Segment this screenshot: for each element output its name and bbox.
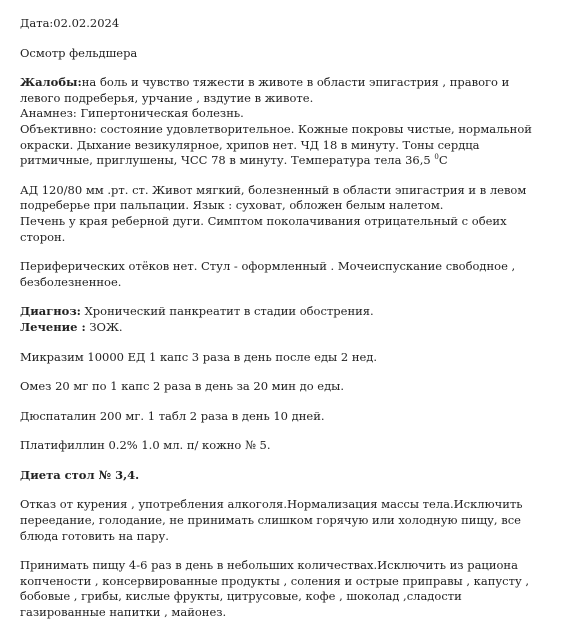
prescription-1: Микразим 10000 ЕД 1 капс 3 раза в день после еды 2 нед. <box>20 349 378 364</box>
complaints-paragraph <box>20 75 541 106</box>
anamnesis-line: Анамнез: Гипертоническая болезнь. <box>20 106 244 121</box>
treatment-text: ЗОЖ. <box>85 319 123 334</box>
recommendation-1: Отказ от курения , употребления алкоголя.Нормализация массы тела.Исключить переедание, голодание, не принимать слишком горячую или холодную пищу, все блюда готовить на пару. <box>20 497 523 543</box>
treatment-label: Лечение : <box>20 319 86 334</box>
diet-line: Диета стол № 3,4. <box>20 467 140 482</box>
degree-mark: 0 <box>434 153 439 162</box>
prescription-4: Платифиллин 0.2% 1.0 мл. п/ кожно № 5. <box>20 438 271 453</box>
exam-block-line-2: Печень у края реберной дуги. Симптом поколачивания отрицательный с обеих сторон. <box>20 213 507 244</box>
complaints-text: на боль и чувство тяжести в животе в области эпигастрия , правого и левого подреберья, урчание , вздутие в животе. <box>20 75 510 105</box>
diagnosis-line <box>20 304 541 320</box>
peripheral-paragraph: Периферических отёков нет. Стул - оформленный . Мочеиспускание свободное , безболезненное. <box>20 259 516 289</box>
recommendation-2: Принимать пищу 4-6 раз в день в небольших количествах.Исключить из рациона копчености , консервированные продукты , соления и острые приправы , капусту , бобовые , грибы, кислые фрукты, цитрусовые, кофе , шоколад ,сладости газированные напитки , майонез. <box>20 558 530 620</box>
prescription-3: Дюспаталин 200 мг. 1 табл 2 раза в день 10 дней. <box>20 408 325 423</box>
objective-paragraph <box>20 122 541 169</box>
temperature-unit: С <box>438 153 448 168</box>
diagnosis-text: Хронический панкреатит в стадии обострения. <box>80 304 374 319</box>
complaints-label: Жалобы: <box>20 75 82 90</box>
diagnosis-label: Диагноз: <box>20 304 81 319</box>
objective-text: Объективно: состояние удовлетворительное. Кожные покровы чистые, нормальной окраски. Дыхание везикулярное, хрипов нет. ЧД 18 в минуту. Тоны сердца ритмичные, приглушены, ЧСС 78 в минуту. Температура тела 36,5 <box>20 121 532 168</box>
date-line: Дата:02.02.2024 <box>20 16 120 30</box>
treatment-line <box>20 320 541 336</box>
prescription-2: Омез 20 мг по 1 капс 2 раза в день за 20 мин до еды. <box>20 379 344 394</box>
exam-title: Осмотр фельдшера <box>20 45 138 60</box>
exam-block-line-1: АД 120/80 мм .рт. ст. Живот мягкий, болезненный в области эпигастрия и в левом подреберье при пальпации. Язык : суховат, обложен белым налетом. <box>20 182 527 213</box>
